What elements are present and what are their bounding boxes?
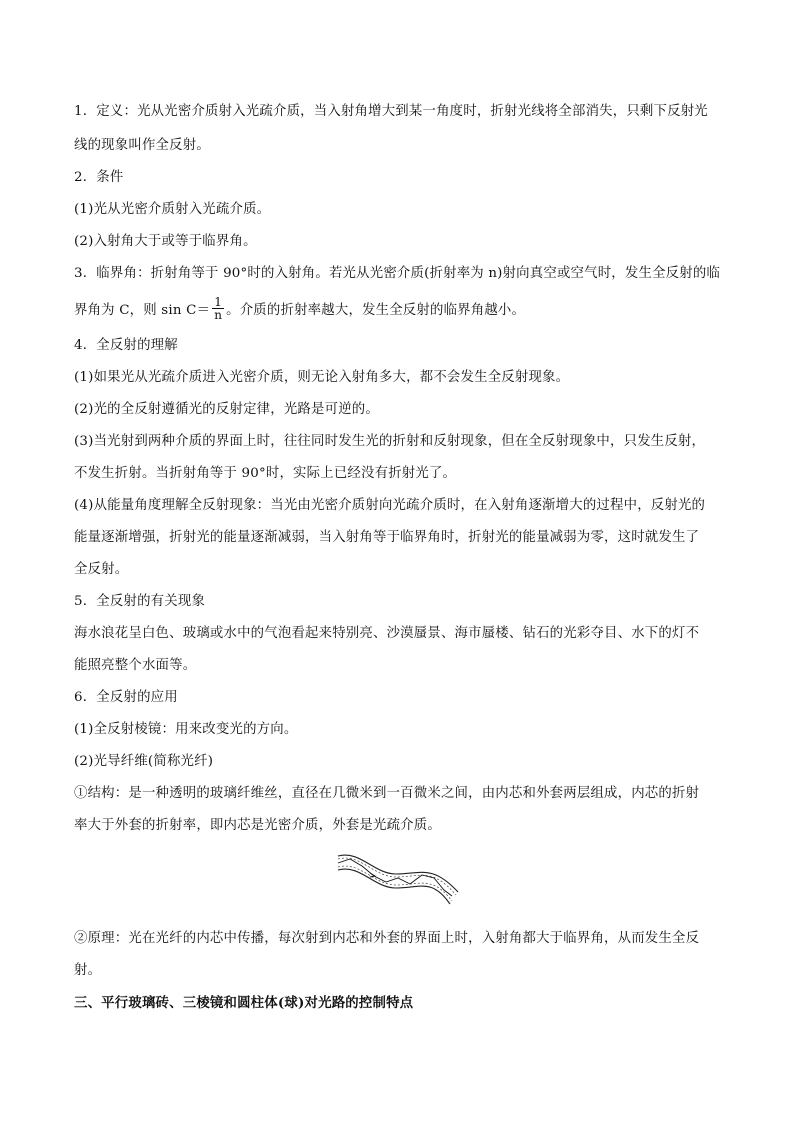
understanding-1: (1)如果光从光疏介质进入光密介质，则无论入射角多大，都不会发生全反射现象。 (74, 370, 570, 385)
critical-angle-line-1: 3．临界角：折射角等于 90°时的入射角。若光从光密介质(折射率为 n)射向真空或空气时，发生全反射的临 (74, 266, 721, 281)
definition-line-2: 线的现象叫作全反射。 (74, 138, 210, 153)
understanding-4-line-3: 全反射。 (74, 562, 129, 577)
condition-2: (2)入射角大于或等于临界角。 (74, 234, 257, 249)
structure-line-2: 率大于外套的折射率，即内芯是光密介质，外套是光疏介质。 (74, 818, 441, 833)
understanding-heading: 4．全反射的理解 (74, 338, 178, 353)
critical-angle-text-before: 界角为 C，则 sin C＝ (74, 303, 211, 318)
principle-line-2: 射。 (74, 963, 102, 978)
application-1: (1)全反射棱镜：用来改变光的方向。 (74, 722, 298, 737)
optical-fiber-figure (334, 848, 462, 906)
understanding-2: (2)光的全反射遵循光的反射定律，光路是可逆的。 (74, 402, 379, 417)
light-direction-arrow-icon (370, 873, 375, 877)
section-heading: 三、平行玻璃砖、三棱镜和圆柱体(球)对光路的控制特点 (74, 995, 414, 1011)
definition-line-1: 1．定义：光从光密介质射入光疏介质，当入射角增大到某一角度时，折射光线将全部消失，只剩下反射光 (74, 104, 708, 119)
critical-angle-line-2 (74, 295, 526, 323)
understanding-4-line-1: (4)从能量角度理解全反射现象：当光由光密介质射向光疏介质时，在入射角逐渐增大的过程中，反射光的 (74, 498, 706, 513)
critical-angle-text-after: 。介质的折射率越大，发生全反射的临界角越小。 (226, 303, 526, 318)
fraction-numerator: 1 (212, 296, 224, 309)
fraction-denominator: n (214, 308, 223, 322)
understanding-3-line-1: (3)当光射到两种介质的界面上时，往往同时发生光的折射和反射现象，但在全反射现象中，只发生反射， (74, 434, 706, 449)
principle-line-1: ②原理：光在光纤的内芯中传播，每次射到内芯和外套的界面上时，入射角都大于临界角，从而发生全反 (74, 931, 700, 946)
understanding-4-line-2: 能量逐渐增强，折射光的能量逐渐减弱，当入射角等于临界角时，折射光的能量减弱为零，这时就发生了 (74, 530, 700, 545)
condition-1: (1)光从光密介质射入光疏介质。 (74, 202, 271, 217)
application-2: (2)光导纤维(简称光纤) (74, 754, 214, 769)
phenomena-line-1: 海水浪花呈白色、玻璃或水中的气泡看起来特别亮、沙漠蜃景、海市蜃楼、钻石的光彩夺目、水下的灯不 (74, 626, 700, 641)
phenomena-line-2: 能照亮整个水面等。 (74, 658, 197, 673)
fiber-cladding-upper (338, 855, 458, 892)
fraction-1-over-n (212, 296, 224, 321)
understanding-3-line-2: 不发生折射。当折射角等于 90°时，实际上已经没有折射光了。 (74, 466, 457, 481)
conditions-heading: 2．条件 (74, 170, 124, 185)
phenomena-heading: 5．全反射的有关现象 (74, 594, 206, 609)
structure-line-1: ①结构：是一种透明的玻璃纤维丝，直径在几微米到一百微米之间，由内芯和外套两层组成，内芯的折射 (74, 786, 700, 801)
applications-heading: 6．全反射的应用 (74, 690, 178, 705)
